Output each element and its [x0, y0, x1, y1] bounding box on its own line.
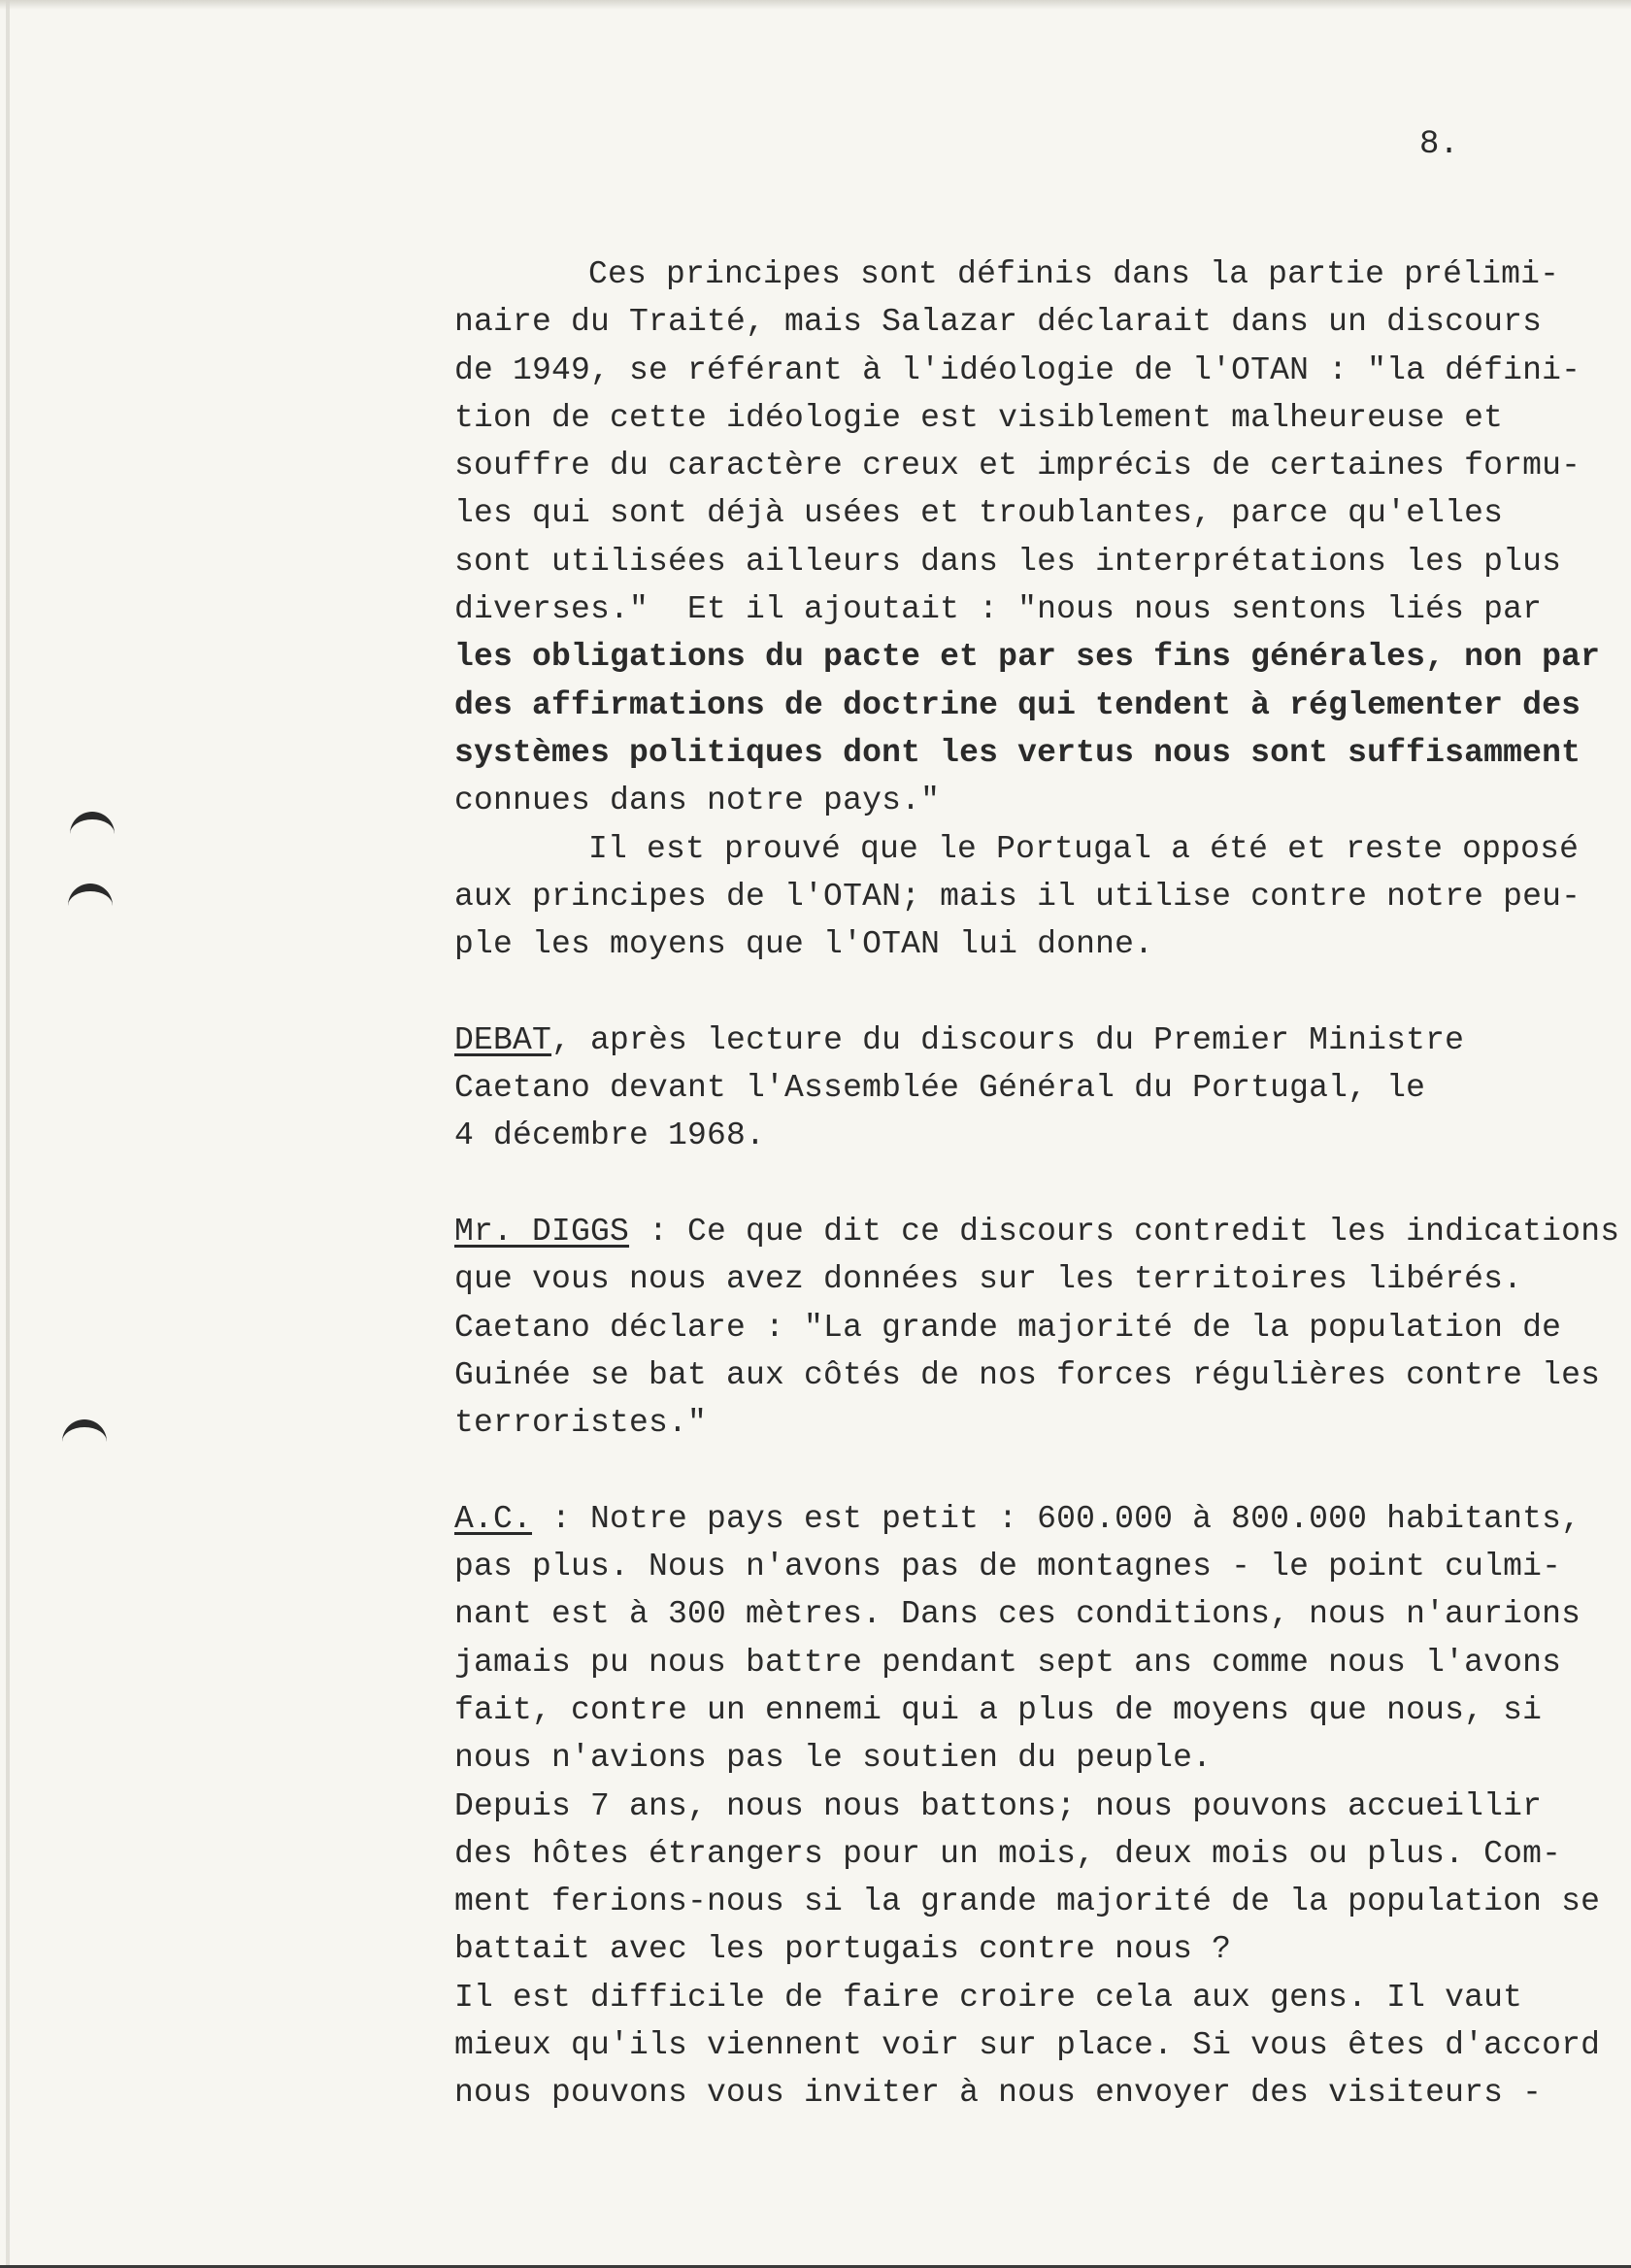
line-text: des hôtes étrangers pour un mois, deux mois ou plus. Com-	[454, 1835, 1562, 1872]
speaker-label: DEBAT	[454, 1021, 552, 1058]
text-line	[454, 1543, 1619, 1590]
line-text: nant est à 300 mètres. Dans ces conditions, nous n'aurions	[454, 1596, 1581, 1633]
text-line	[454, 1878, 1619, 1925]
text-line	[454, 1304, 1619, 1351]
text-line	[454, 2069, 1619, 2117]
punch-hole-mark	[62, 1419, 107, 1464]
paragraph-gap	[454, 968, 1619, 1016]
line-text: jamais pu nous battre pendant sept ans comme nous l'avons	[454, 1644, 1562, 1681]
text-line	[454, 1734, 1619, 1782]
page-left-edge	[6, 0, 10, 2268]
line-text: aux principes de l'OTAN; mais il utilise contre notre peu-	[454, 878, 1581, 915]
text-line	[454, 298, 1619, 346]
text-line	[454, 1064, 1619, 1112]
line-text: connues dans notre pays."	[454, 783, 941, 819]
text-line	[454, 825, 1619, 873]
body-text	[454, 250, 1619, 2118]
line-text: Il est prouvé que le Portugal a été et reste opposé	[588, 830, 1580, 867]
line-text: : Notre pays est petit : 600.000 à 800.000 habitants,	[532, 1500, 1581, 1537]
text-line	[454, 729, 1619, 777]
line-text: fait, contre un ennemi qui a plus de moyens que nous, si	[454, 1691, 1543, 1728]
text-line	[454, 1208, 1619, 1255]
text-line	[454, 1399, 1619, 1447]
line-text: : Ce que dit ce discours contredit les indications	[629, 1213, 1620, 1250]
text-line	[454, 1351, 1619, 1399]
line-text: que vous nous avez données sur les territoires libérés.	[454, 1261, 1523, 1298]
text-line	[454, 1830, 1619, 1878]
text-line	[454, 1974, 1619, 2021]
speaker-label: A.C.	[454, 1500, 533, 1537]
text-line	[454, 442, 1619, 489]
text-line	[454, 347, 1619, 394]
text-line	[454, 777, 1619, 824]
text-line	[454, 2021, 1619, 2069]
line-text: , après lecture du discours du Premier Ministre	[551, 1021, 1465, 1058]
text-line	[454, 1639, 1619, 1686]
speaker-label: Mr. DIGGS	[454, 1213, 630, 1250]
line-text: mieux qu'ils viennent voir sur place. Si vous êtes d'accord	[454, 2026, 1601, 2063]
line-text: ple les moyens que l'OTAN lui donne.	[454, 926, 1154, 963]
line-text: souffre du caractère creux et imprécis de certaines formu-	[454, 448, 1581, 484]
line-text: Guinée se bat aux côtés de nos forces régulières contre les	[454, 1356, 1601, 1393]
text-line	[454, 633, 1619, 681]
line-text: des affirmations de doctrine qui tendent à réglementer des	[454, 686, 1581, 723]
text-line	[454, 250, 1619, 298]
line-text: de 1949, se référant à l'idéologie de l'OTAN : "la défini-	[454, 351, 1581, 388]
text-line	[454, 538, 1619, 585]
line-text: pas plus. Nous n'avons pas de montagnes - le point culmi-	[454, 1549, 1562, 1585]
text-line	[454, 585, 1619, 633]
line-text: les obligations du pacte et par ses fins générales, non par	[454, 639, 1601, 676]
text-line	[454, 920, 1619, 968]
punch-hole-mark	[70, 812, 115, 856]
text-line	[454, 1112, 1619, 1159]
text-line	[454, 1783, 1619, 1830]
line-text: Il est difficile de faire croire cela aux gens. Il vaut	[454, 1979, 1523, 2016]
text-line	[454, 489, 1619, 537]
text-line	[454, 1255, 1619, 1303]
line-text: nous pouvons vous inviter à nous envoyer des visiteurs -	[454, 2075, 1543, 2112]
page-number: 8.	[1419, 126, 1459, 163]
page-top-edge	[0, 0, 1631, 10]
line-text: nous n'avions pas le soutien du peuple.	[454, 1740, 1213, 1777]
text-line	[454, 1686, 1619, 1734]
line-text: battait avec les portugais contre nous ?	[454, 1931, 1232, 1968]
line-text: sont utilisées ailleurs dans les interprétations les plus	[454, 543, 1562, 580]
text-line	[454, 394, 1619, 442]
line-text: 4 décembre 1968.	[454, 1117, 766, 1154]
text-line	[454, 1495, 1619, 1543]
line-text: ment ferions-nous si la grande majorité de la population se	[454, 1884, 1601, 1920]
line-text: diverses." Et il ajoutait : "nous nous sentons liés par	[454, 591, 1543, 628]
line-text: Caetano devant l'Assemblée Général du Portugal, le	[454, 1070, 1426, 1107]
paragraph-gap	[454, 1447, 1619, 1494]
text-line	[454, 1925, 1619, 1973]
line-text: Depuis 7 ans, nous nous battons; nous pouvons accueillir	[454, 1787, 1543, 1824]
line-text: les qui sont déjà usées et troublantes, parce qu'elles	[454, 495, 1504, 532]
line-text: Ces principes sont définis dans la partie prélimi-	[588, 256, 1560, 292]
line-text: systèmes politiques dont les vertus nous sont suffisamment	[454, 734, 1581, 771]
text-line	[454, 682, 1619, 729]
text-line	[454, 873, 1619, 920]
line-text: terroristes."	[454, 1405, 708, 1442]
text-line	[454, 1590, 1619, 1638]
punch-hole-mark	[68, 884, 113, 928]
text-line	[454, 1017, 1619, 1064]
paragraph-gap	[454, 1160, 1619, 1208]
line-text: tion de cette idéologie est visiblement malheureuse et	[454, 399, 1504, 436]
line-text: Caetano déclare : "La grande majorité de la population de	[454, 1309, 1562, 1346]
line-text: naire du Traité, mais Salazar déclarait dans un discours	[454, 304, 1543, 341]
